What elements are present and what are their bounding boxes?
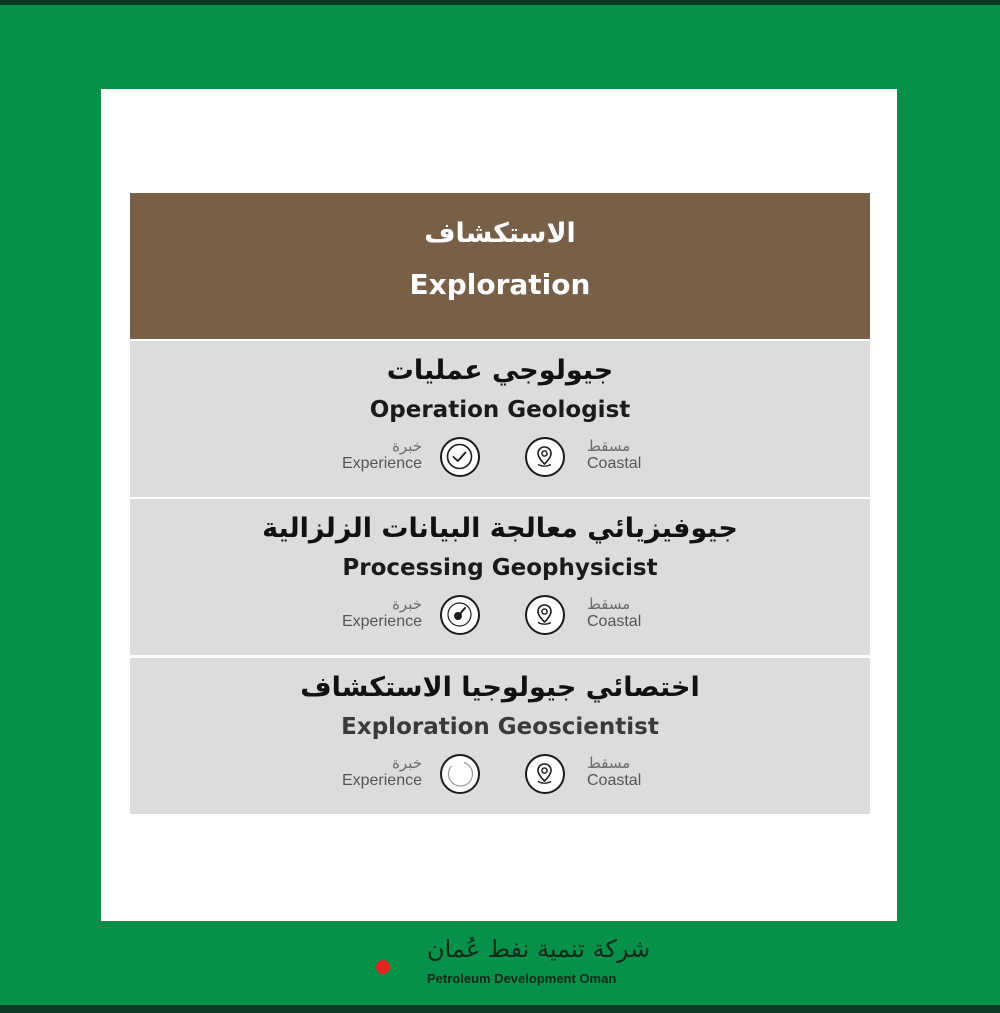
- section-title-ar: الاستكشاف: [424, 218, 576, 249]
- pdo-logo-icon: [355, 939, 411, 995]
- location-info: [525, 595, 665, 645]
- job-row: [130, 341, 870, 497]
- location-label-ar: مسقط: [587, 437, 631, 455]
- location-label-ar: مسقط: [587, 754, 631, 772]
- experience-info: [320, 595, 480, 645]
- location-info: [525, 437, 665, 487]
- experience-info: [320, 437, 480, 487]
- company-footer: [355, 935, 655, 995]
- empty-circle-icon: [440, 754, 480, 794]
- job-row: [130, 658, 870, 814]
- gauge-icon: [440, 595, 480, 635]
- experience-label-en: Experience: [341, 772, 422, 789]
- job-title-ar: اختصائي جيولوجيا الاستكشاف: [300, 672, 700, 703]
- job-title-en: Exploration Geoscientist: [341, 714, 659, 740]
- job-row: [130, 499, 870, 655]
- location-label-ar: مسقط: [587, 595, 631, 613]
- experience-label-en: Experience: [341, 455, 422, 472]
- job-title-ar: جيوفيزيائي معالجة البيانات الزلزالية: [262, 513, 738, 544]
- location-label-en: Coastal: [587, 772, 642, 789]
- experience-info: [320, 754, 480, 804]
- experience-label-ar: خبرة: [392, 437, 422, 455]
- job-title-en: Processing Geophysicist: [342, 555, 658, 581]
- experience-label-ar: خبرة: [392, 754, 422, 772]
- location-label-en: Coastal: [587, 613, 642, 630]
- section-title-en: Exploration: [409, 268, 591, 301]
- experience-label-en: Experience: [341, 613, 422, 630]
- job-title-en: Operation Geologist: [369, 397, 631, 423]
- location-label-en: Coastal: [587, 455, 642, 472]
- location-info: [525, 754, 665, 804]
- location-pin-icon: [525, 754, 565, 794]
- bottom-border: [0, 1005, 1000, 1013]
- section-header: [130, 193, 870, 339]
- location-pin-icon: [525, 437, 565, 477]
- experience-label-ar: خبرة: [392, 595, 422, 613]
- company-name-en: Petroleum Development Oman: [427, 971, 617, 986]
- check-circle-icon: [440, 437, 480, 477]
- top-border: [0, 0, 1000, 5]
- company-name-ar: شركة تنمية نفط عُمان: [427, 935, 651, 963]
- location-pin-icon: [525, 595, 565, 635]
- job-title-ar: جيولوجي عمليات: [386, 355, 614, 386]
